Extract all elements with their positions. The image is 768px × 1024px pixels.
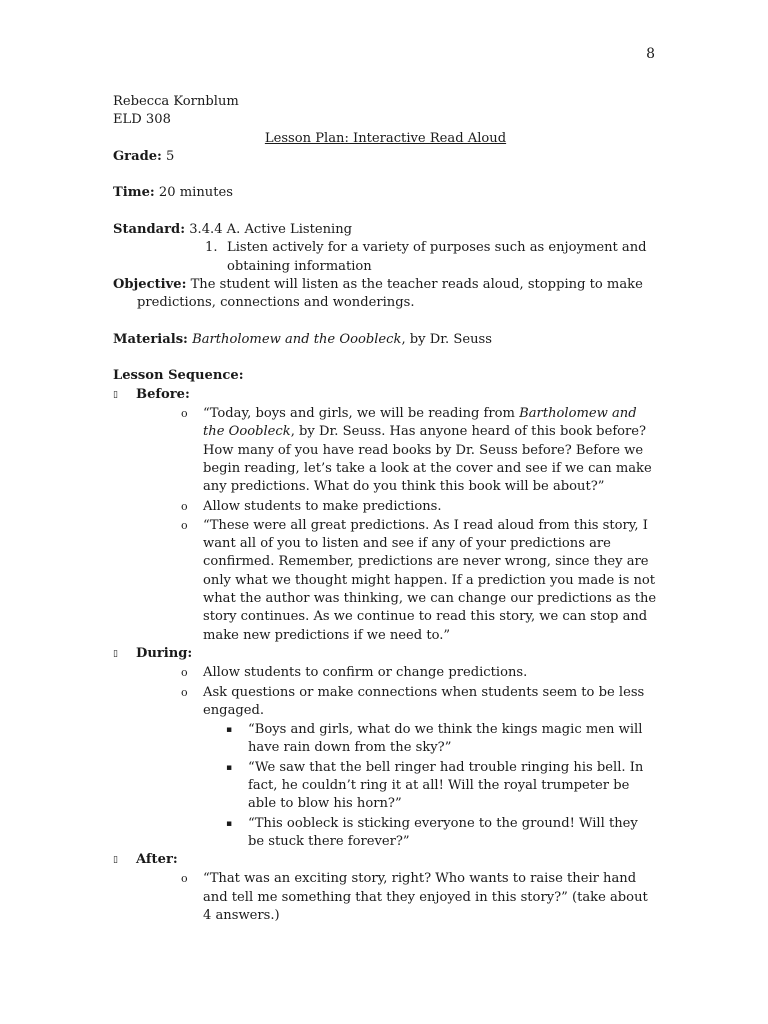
circle-bullet-icon: o xyxy=(181,407,188,421)
list-item xyxy=(113,498,658,516)
bullet-icon: ▯ xyxy=(113,389,118,400)
circle-bullet-icon: o xyxy=(181,499,188,513)
bullet-icon: ▯ xyxy=(113,855,118,866)
list-item xyxy=(113,870,658,925)
during-item-1: Allow students to confirm or change predictions. xyxy=(203,665,528,681)
section-before xyxy=(113,386,658,404)
lesson-plan-body xyxy=(113,93,658,925)
during-subitem-1: “Boys and girls, what do we think the kings magic men will have rain down from the sky?” xyxy=(248,722,643,756)
before-item-2: Allow students to make predictions. xyxy=(203,498,442,514)
materials-book-title: Bartholomew and the Ooobleck xyxy=(192,331,402,347)
objective-line xyxy=(113,276,658,294)
list-item xyxy=(113,721,658,758)
after-label: After: xyxy=(136,852,178,868)
square-bullet-icon: ▪ xyxy=(226,725,233,736)
before-item-3: “These were all great predictions. As I read aloud from this story, I want all of you to listen and see if any of your predictions are confirmed. Remember, predictions are never wrong, since they are only what we thought might happen. If a prediction you made is not what the author was thinking, we can change our predictions as the story continues. As we continue to read this story, we can stop and make new predictions if we need to.” xyxy=(203,517,657,643)
during-item-2: Ask questions or make connections when students seem to be less engaged. xyxy=(203,684,645,718)
grade-value: 5 xyxy=(161,148,175,164)
objective-label: Objective: xyxy=(113,276,187,292)
objective-value: The student will listen as the teacher reads aloud, stopping to make xyxy=(186,276,643,292)
standard-item-text: Listen actively for a variety of purposes such as enjoyment and obtaining information xyxy=(227,240,647,274)
standard-item-number: 1. xyxy=(205,240,218,256)
list-item xyxy=(113,759,658,814)
list-item xyxy=(113,405,658,496)
grade-line xyxy=(113,148,658,166)
after-item-1: “That was an exciting story, right? Who wants to raise their hand and tell me something that they enjoyed in this story?” (take about 4 answers.) xyxy=(203,871,648,924)
during-label: During: xyxy=(136,645,193,661)
list-item xyxy=(113,815,658,852)
square-bullet-icon: ▪ xyxy=(226,762,233,773)
list-item xyxy=(113,517,658,645)
standard-line xyxy=(113,221,658,239)
circle-bullet-icon: o xyxy=(181,872,188,886)
course-code: ELD 308 xyxy=(113,112,171,128)
materials-author: , by Dr. Seuss xyxy=(401,331,492,347)
section-during xyxy=(113,645,658,663)
section-after xyxy=(113,851,658,869)
during-subitem-3: “This oobleck is sticking everyone to the ground! Will they be stuck there forever?” xyxy=(248,815,638,849)
time-label: Time: xyxy=(113,185,155,201)
author-name: Rebecca Kornblum xyxy=(113,94,239,109)
square-bullet-icon: ▪ xyxy=(226,818,233,829)
during-subitem-2: “We saw that the bell ringer had trouble ringing his bell. In fact, he couldn’t ring it at all! Will the royal trumpeter be able to blow his horn?” xyxy=(248,759,644,812)
sequence-heading: Lesson Sequence: xyxy=(113,368,244,384)
standard-value: 3.4.4 A. Active Listening xyxy=(185,222,353,238)
materials-line xyxy=(113,331,658,349)
before-label: Before: xyxy=(136,386,190,402)
bullet-icon: ▯ xyxy=(113,648,118,659)
objective-continuation: predictions, connections and wonderings. xyxy=(137,295,415,311)
list-item xyxy=(113,684,658,721)
materials-label: Materials: xyxy=(113,331,188,347)
page-number: 8 xyxy=(646,46,655,62)
document-title: Lesson Plan: Interactive Read Aloud xyxy=(264,130,507,146)
time-value: 20 minutes xyxy=(154,185,233,201)
circle-bullet-icon: o xyxy=(181,685,188,699)
time-line xyxy=(113,184,658,202)
circle-bullet-icon: o xyxy=(181,666,188,680)
standard-label: Standard: xyxy=(113,222,186,238)
before-item-1: “Today, boys and girls, we will be reading from Bartholomew and the Ooobleck, by Dr. Seuss. Has anyone heard of this book before? How many of you have read books by Dr. Seuss before? Before we begin reading, let’s take a look at the cover and see if we can make any predictions. What do you think this book will be about?” xyxy=(203,406,652,495)
circle-bullet-icon: o xyxy=(181,518,188,532)
standard-item xyxy=(113,239,658,276)
list-item xyxy=(113,664,658,682)
grade-label: Grade: xyxy=(113,148,162,164)
